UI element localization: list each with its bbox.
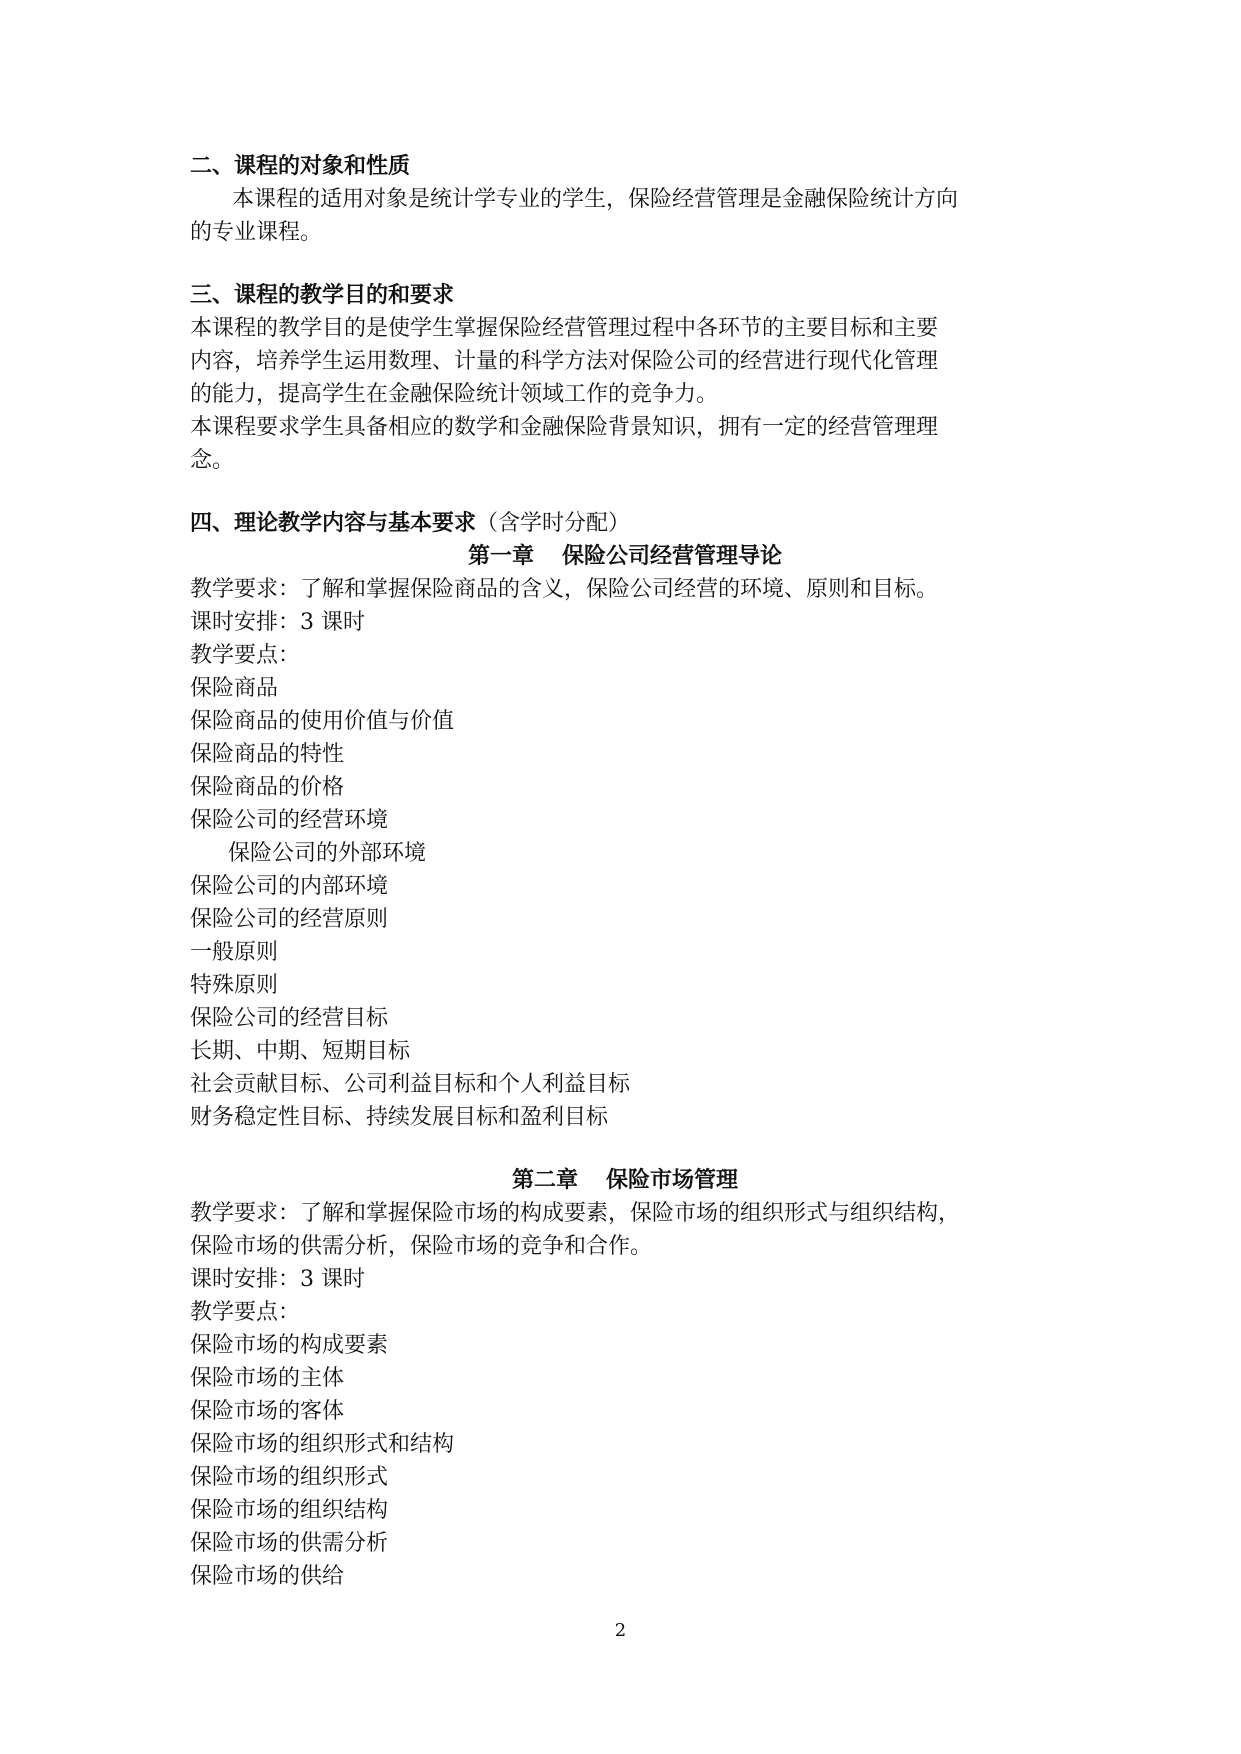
chapter-1-point: 一般原则 bbox=[190, 940, 279, 965]
chapter-1-point: 保险公司的外部环境 bbox=[228, 841, 427, 866]
section-2-paragraph-line-2: 的专业课程。 bbox=[190, 220, 323, 245]
section-4-heading-note: （含学时分配） bbox=[476, 511, 631, 536]
chapter-2-requirement-line-2: 保险市场的供需分析，保险市场的竞争和合作。 bbox=[190, 1234, 653, 1259]
document-page bbox=[190, 150, 1060, 1593]
chapter-1-point: 保险公司的内部环境 bbox=[190, 874, 389, 899]
section-heading-2: 二、课程的对象和性质 bbox=[190, 153, 411, 179]
chapter-1-point: 保险公司的经营原则 bbox=[190, 907, 389, 932]
chapter-2-points-label: 教学要点： bbox=[190, 1300, 301, 1325]
chapter-1-point: 保险商品的特性 bbox=[190, 742, 345, 767]
chapter-2-point: 保险市场的组织形式 bbox=[190, 1465, 389, 1490]
section-heading-3: 三、课程的教学目的和要求 bbox=[190, 282, 455, 308]
chapter-2-name: 保险市场管理 bbox=[606, 1167, 739, 1193]
chapter-2-point: 保险市场的供给 bbox=[190, 1564, 345, 1589]
chapter-1-requirement: 教学要求：了解和掌握保险商品的含义，保险公司经营的环境、原则和目标。 bbox=[190, 577, 939, 602]
chapter-2-requirement-line-1: 教学要求：了解和掌握保险市场的构成要素，保险市场的组织形式与组织结构， bbox=[190, 1201, 961, 1226]
section-3-paragraph-2-line-1: 本课程要求学生具备相应的数学和金融保险背景知识，拥有一定的经营管理理 bbox=[190, 415, 939, 440]
chapter-1-name: 保险公司经营管理导论 bbox=[562, 543, 783, 569]
chapter-2-title bbox=[190, 1164, 1060, 1197]
chapter-1-point: 社会贡献目标、公司利益目标和个人利益目标 bbox=[190, 1072, 631, 1097]
chapter-2-number: 第二章 bbox=[511, 1167, 578, 1193]
chapter-1-points-label: 教学要点： bbox=[190, 643, 301, 668]
section-2-paragraph-line-1: 本课程的适用对象是统计学专业的学生，保险经营管理是金融保险统计方向 bbox=[232, 187, 959, 212]
chapter-2-point: 保险市场的供需分析 bbox=[190, 1531, 389, 1556]
chapter-2-point: 保险市场的组织结构 bbox=[190, 1498, 389, 1523]
section-3-paragraph-2-line-2: 念。 bbox=[190, 448, 235, 473]
chapter-1-point: 特殊原则 bbox=[190, 973, 279, 998]
chapter-1-point: 长期、中期、短期目标 bbox=[190, 1039, 411, 1064]
chapter-2-hours: 课时安排：3 课时 bbox=[190, 1267, 365, 1292]
section-heading-4 bbox=[190, 507, 1060, 540]
chapter-2-point: 保险市场的构成要素 bbox=[190, 1333, 389, 1358]
chapter-1-point: 保险商品 bbox=[190, 676, 279, 701]
chapter-2-point: 保险市场的主体 bbox=[190, 1366, 345, 1391]
chapter-1-number: 第一章 bbox=[467, 543, 534, 569]
section-3-paragraph-1-line-3: 的能力，提高学生在金融保险统计领域工作的竞争力。 bbox=[190, 382, 719, 407]
chapter-1-hours: 课时安排：3 课时 bbox=[190, 610, 365, 635]
chapter-1-point: 财务稳定性目标、持续发展目标和盈利目标 bbox=[190, 1105, 609, 1130]
chapter-2-point: 保险市场的组织形式和结构 bbox=[190, 1432, 455, 1457]
section-3-paragraph-1-line-2: 内容，培养学生运用数理、计量的科学方法对保险公司的经营进行现代化管理 bbox=[190, 349, 939, 374]
section-3-paragraph-1-line-1: 本课程的教学目的是使学生掌握保险经营管理过程中各环节的主要目标和主要 bbox=[190, 316, 939, 341]
chapter-1-point: 保险商品的价格 bbox=[190, 775, 345, 800]
page-number: 2 bbox=[614, 1620, 627, 1641]
chapter-2-point: 保险市场的客体 bbox=[190, 1399, 345, 1424]
chapter-1-point: 保险公司的经营目标 bbox=[190, 1006, 389, 1031]
chapter-1-point: 保险商品的使用价值与价值 bbox=[190, 709, 455, 734]
section-4-heading-text: 四、理论教学内容与基本要求 bbox=[190, 510, 477, 536]
chapter-1-point: 保险公司的经营环境 bbox=[190, 808, 389, 833]
chapter-1-title bbox=[190, 540, 1060, 573]
